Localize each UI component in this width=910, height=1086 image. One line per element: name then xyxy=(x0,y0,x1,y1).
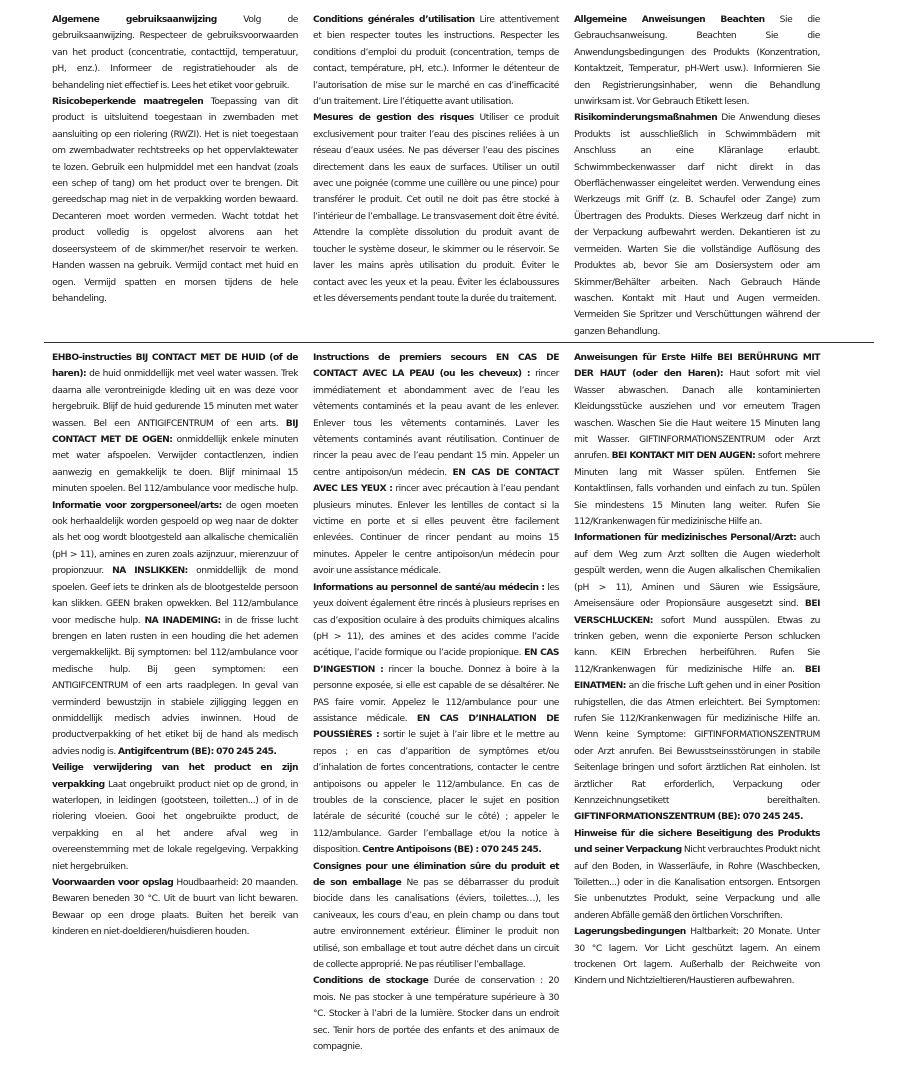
section-heading: Informationen für medizinisches Personal/Arzt: xyxy=(574,533,797,544)
column-german-general xyxy=(574,12,820,337)
section-heading: EN CAS D’INGESTION : xyxy=(313,648,560,675)
section-heading: Risikominderungsmaßnahmen xyxy=(574,113,718,124)
poison-center-number: Centre Antipoisons (BE) : 070 245 245. xyxy=(362,845,542,856)
section-text: Nicht verbrauchtes Produkt nicht auf den Boden, in Wasserläufe, in Rohre (Waschbecken, Toiletten...) oder in die Kanalisation entsorgen. Entsorgen Sie unbenutztes Produkt, seine Verpackung und alle anderen Abfälle gemäß den örtlichen Vorschriften. xyxy=(574,845,820,921)
section-heading: NA INSLIKKEN: xyxy=(112,566,188,577)
section-text: Toepassing van dit product is uitsluitend toegestaan in zwembaden met aansluiting op een riolering (RWZI). Het is niet toegestaan om zwembadwater rechtstreeks op het oppervlaktewater te lozen. Gebruik een hulpmiddel met een handvat (zoals een schep of tang) om het product over te brengen. Dit gereedschap mag niet in de verpakking worden bewaard. Decanteren moet worden vermeden. Wacht totdat het product volledig is opgelost alvorens aan het doseersysteem of de skimmer/het reservoir te werken. Handen wassen na gebruik. Vermijd contact met huid en ogen. Vermijd spatten en morsen tijdens de hele behandeling. xyxy=(52,97,298,304)
section-text: rincer avec précaution à l’eau pendant plusieurs minutes. Enlever les lentilles de contact si la victime en porte et si elles peuvent être facilement enlevées. Continuer de rincer pendant au moins 15 minutes. Appeler le centre antipoison/un médecin pour avoir une assistance médicale. xyxy=(313,484,559,577)
section-heading: BEI VERSCHLUCKEN: xyxy=(574,599,820,626)
section-heading: Informations au personnel de santé/au médecin : xyxy=(313,582,545,593)
section-text: Die Anwendung dieses Produkts ist ausschließlich in Schwimmbädern mit Anschluss an eine Kläranlage erlaubt. Schwimmbeckenwasser darf nicht direkt in das Oberflächenwasser eingeleitet werden. Verwendung eines Werkzeugs mit Griff (z. B. Schaufel oder Zange) zum Übertragen des Produkts. Dieses Werkzeug darf nicht in der Verpackung aufbewahrt werden. Dekantieren ist zu vermeiden. Warten Sie die vollständige Auflösung des Produktes ab, bevor Sie am Dosiersystem oder am Skimmer/Behälter arbeiten. Nach Gebrauch Hände waschen. Kontakt mit Haut und Augen vermeiden. Vermeiden Sie Spritzer und Verschüttungen während der ganzen Behandlung. xyxy=(574,113,820,337)
section-heading: EN CAS DE CONTACT AVEC LES YEUX : xyxy=(313,467,559,495)
fr-usage-instructions xyxy=(313,12,559,110)
section-heading: Allgemeine Anweisungen Beachten xyxy=(574,15,765,25)
section-text: sortir le sujet à l’air libre et le mettre au repos ; en cas d’apparition de symptômes et/ou d’inhalation de fortes concentrations, contacter le centre antipoisons ou appeler le 112/ambulance. En cas de troubles de la conscience, placer le sujet en position latérale de sécurité (couché sur le côté) ; appeler le 112/ambulance. Garder l’emballage et/ou la notice à disposition. xyxy=(313,730,559,856)
section-heading: Conditions générales d’utilisation xyxy=(313,15,475,25)
product-label-sheet xyxy=(44,12,874,1080)
section-text: onmiddellijk de mond spoelen. Geef iets te drinken als de blootgestelde persoon kan slikken. GEEN braken opwekken. Bel 112/ambulance voor medische hulp. xyxy=(52,566,298,626)
section-heading: EN CAS D’INHALATION DE POUSSIÈRES : xyxy=(313,713,560,741)
section-text: Lire attentivement et bien respecter toutes les instructions. Respecter les conditions d’emploi du produit (concentration, temps de contact, température, pH, etc.). Informer le détenteur de l’autorisation de mise sur le marché en cas d’inefficacité d’un traitement. Lire l’étiquette avant utilisation. xyxy=(313,15,559,108)
section-heading: NA INADEMING: xyxy=(144,615,221,626)
section-text: Ne pas se débarrasser du produit biocide dans les canalisations (éviers, toilettes…), les caniveaux, les cours d’eau, en plein champ ou dans tout autre environnement extérieur. Éliminer le produit non utilisé, son emballage et tout autre déchet dans un circuit de collecte approprié. Ne pas réutiliser l’emballage. xyxy=(313,878,559,971)
de-medical-info xyxy=(574,530,820,825)
nl-risk-measures xyxy=(52,94,298,307)
column-dutch-first-aid xyxy=(52,350,298,1080)
first-aid-storage-row xyxy=(44,350,874,1080)
de-risk-measures xyxy=(574,110,820,340)
fr-medical-info xyxy=(313,580,559,859)
section-text: Laat ongebruikt product niet op de grond, in waterlopen, in leidingen (gootsteen, toiletten...) of in de riolering vloeien. Gooi het ongebruikte product, de verpakking en al het andere afval weg in overeenstemming met de lokale regelgeving. Verpakking niet hergebruiken. xyxy=(52,779,298,872)
section-divider xyxy=(44,342,874,343)
column-dutch-general xyxy=(52,12,298,330)
section-text: rincer immédiatement et abondamment avec de l’eau les vêtements contaminés et la peau avant de les enlever. Enlever tous les vêtements contaminés. Laver les vêtements contaminés avant réutilisation. Continuer de rincer la peau avec de l’eau pendant 15 min. Appeler un centre antipoison/un médecin. xyxy=(313,369,560,478)
nl-usage-instructions xyxy=(52,12,298,94)
section-heading: Voorwaarden voor opslag xyxy=(52,878,174,888)
section-text: Haltbarkeit: 20 Monate. Unter 30 °C lagern. Vor Licht geschützt lagern. An einem trockenen Ort lagern. Außerhalb der Reichweite von Kindern und Nichtzieltieren/Haustieren aufbewahren. xyxy=(574,927,820,987)
nl-disposal xyxy=(52,760,298,875)
column-french-first-aid xyxy=(313,350,559,1080)
section-heading: Conditions de stockage xyxy=(313,976,429,987)
de-first-aid xyxy=(574,350,820,530)
fr-storage xyxy=(313,973,559,1055)
section-text: Haut sofort mit viel Wasser abwaschen. Danach alle kontaminierten Kleidungsstücke ausziehen und vor erneutem Tragen waschen. Waschen Sie die Haut weitere 15 Minuten lang mit Wasser. GIFTINFORMATIONSZENTRUM oder Arzt anrufen. xyxy=(574,369,821,462)
section-text: an die frische Luft gehen und in einer Position ruhigstellen, die das Atmen erleichtert. Bei Symptomen: rufen Sie 112/Krankenwagen für medizinische Hilfe an. Wenn keine Symptome: GIFTINFORMATIONSZENTRUM oder Arzt anrufen. Bei Bewusstseinsstörungen in stabile Seitenlage bringen und sofort ärztlichen Rat einholen. Ist ärztlicher Rat erforderlich, Verpackung oder Kennzeichnungsetikett bereithalten. xyxy=(574,681,820,806)
section-heading: Mesures de gestion des risques xyxy=(313,113,474,124)
de-storage xyxy=(574,924,820,990)
poison-center-number: Antigifcentrum (BE): 070 245 245. xyxy=(118,746,277,757)
fr-disposal xyxy=(313,859,559,974)
fr-risk-measures xyxy=(313,110,559,307)
section-text: Utiliser ce produit exclusivement pour traiter l’eau des piscines reliées à un réseau d’eaux usées. Ne pas déverser l’eau des piscines directement dans les eaux de surfaces. Utiliser un outil avec une poignée (comme une cuillère ou une pince) pour transférer le produit. Cet outil ne doit pas être stocké à l’intérieur de l’emballage. Le transvasement doit être évité. Attendre la complète dissolution du produit avant de toucher le système doseur, le skimmer ou le réservoir. Se laver les mains après utilisation du produit. Éviter le contact avec les yeux et la peau. Éviter les éclaboussures et les déversements pendant toute la durée du traitement. xyxy=(313,113,559,304)
section-heading: Risicobeperkende maatregelen xyxy=(52,97,204,108)
fr-first-aid xyxy=(313,350,559,580)
de-disposal xyxy=(574,826,820,924)
section-text: Houdbaarheid: 20 maanden. Bewaren beneden 30 °C. Uit de buurt van licht bewaren. Bewaar op een droge plaats. Buiten het bereik van kinderen en niet-doeldieren/huisdieren houden. xyxy=(52,878,298,938)
section-heading: BEI KONTAKT MIT DEN AUGEN: xyxy=(611,451,756,462)
section-heading: Informatie voor zorgpersoneel/arts: xyxy=(52,500,222,511)
de-usage-instructions xyxy=(574,12,820,110)
nl-storage xyxy=(52,875,298,941)
section-text: Sie die Gebrauchsanweisung. Beachten Sie die Anwendungsbedingungen des Produkts (Konzentration, Kontaktzeit, Temperatur, pH-Wert usw.). Informieren Sie den Registrierungsinhaber, wenn die Behandlung unwirksam ist. Vor Gebrauch Etikett lesen. xyxy=(574,15,820,108)
column-german-first-aid xyxy=(574,350,820,1080)
section-heading: BIJ CONTACT MET DE OGEN: xyxy=(52,418,299,446)
general-instructions-row xyxy=(44,12,874,337)
section-text: rincer la bouche. Donnez à boire à la personne exposée, si elle est capable de se désaltérer. Ne PAS faire vomir. Appelez le 112/ambulance pour une assistance médicale. xyxy=(313,664,559,724)
section-text: Volg de gebruiksaanwijzing. Respecteer de gebruiksvoorwaarden van het product (concentratie, contacttijd, temperatuur, pH, enz.). Informeer de registratiehouder als de behandeling niet effectief is. Lees het etiket voor gebruik. xyxy=(52,15,299,91)
section-text: les yeux doivent également être rincés à plusieurs reprises en cas d’exposition oculaire à des produits chimiques alcalins (pH > 11), des amines et des acides comme l’acide acétique, l’acide formique ou l’acide propionique. xyxy=(313,582,559,659)
section-text: auch auf dem Weg zum Arzt sollten die Augen wiederholt gespült werden, wenn die Augen alkalischen Chemikalien (pH > 11), Aminen und Säuren wie Essigsäure, Ameisensäure oder Propionsäure ausgesetzt sind. xyxy=(574,533,820,610)
section-heading: Hinweise für die sichere Beseitigung des Produkts und seiner Verpackung xyxy=(574,828,820,856)
section-text: in de frisse lucht brengen en laten rusten in een houding die het ademen vergemakkelijkt. Bij symptomen: bel 112/ambulance voor medische hulp. Bij geen symptomen: een ANTIGIFCENTRUM of een arts raadplegen. In geval van verminderd bewustzijn in stabiele zijligging leggen en onmiddellijk medisch advies inwinnen. Houd de productverpakking of het etiket bij de hand als medisch advies nodig is. xyxy=(52,615,298,757)
nl-first-aid xyxy=(52,350,298,760)
section-heading: Algemene gebruiksaanwijzing xyxy=(52,15,217,25)
section-heading: EHBO-instructies BIJ CONTACT MET DE HUID (of de haren): xyxy=(52,353,298,380)
section-text: de ogen moeten ook herhaaldelijk worden gespoeld op weg naar de dokter als het oog wordt blootgesteld aan alkalische chemicaliën (pH > 11), amines en zuren zoals azijnzuur, mierenzuur of propionzuur. xyxy=(52,500,298,577)
section-heading: Veilige verwijdering van het product en zijn verpakking xyxy=(52,763,298,790)
poison-center-number: GIFTINFORMATIONSZENTRUM (BE): 070 245 245. xyxy=(574,812,803,823)
section-heading: Consignes pour une élimination sûre du produit et de son emballage xyxy=(313,861,559,888)
section-text: Durée de conservation : 20 mois. Ne pas stocker à une température supérieure à 30 °C. Stocker à l’abri de la lumière. Stocker dans un endroit sec. Tenir hors de portée des enfants et des animaux de compagnie. xyxy=(313,976,559,1053)
section-heading: Instructions de premiers secours EN CAS DE CONTACT AVEC LA PEAU (ou les cheveux) : xyxy=(313,353,559,380)
section-text: sofort Mund ausspülen. Etwas zu trinken geben, wenn die exponierte Person schlucken kann. KEIN Erbrechen herbeiführen. Rufen Sie 112/Krankenwagen für medizinische Hilfe an. xyxy=(574,615,821,675)
column-french-general xyxy=(313,12,559,330)
section-text: sofort mehrere Minuten lang mit Wasser spülen. Entfernen Sie Kontaktlinsen, falls vorhanden und einfach zu tun. Spülen Sie mindestens 15 Minuten lang weiter. Rufen Sie 112/Krankenwagen für medizinische Hilfe an. xyxy=(574,451,820,528)
section-heading: Lagerungsbedingungen xyxy=(574,927,686,938)
section-text: de huid onmiddellijk met veel water wassen. Trek daarna alle verontreinigde kleding uit en was deze voor hergebruik. Blijf de huid gedurende 15 minuten met water wassen. Bel een ANTIGIFCENTRUM of een arts. xyxy=(52,369,298,429)
section-heading: Anweisungen für Erste Hilfe BEI BERÜHRUNG MIT DER HAUT (oder den Haren): xyxy=(574,353,820,380)
section-heading: BEI EINATMEN: xyxy=(574,664,821,692)
section-text: onmiddellijk enkele minuten met water afspoelen. Verwijder contactlenzen, indien aanwezig en gemakkelijk te doen. Blijf minimaal 15 minuten spoelen. Bel 112/ambulance voor medische hulp. xyxy=(52,435,298,495)
